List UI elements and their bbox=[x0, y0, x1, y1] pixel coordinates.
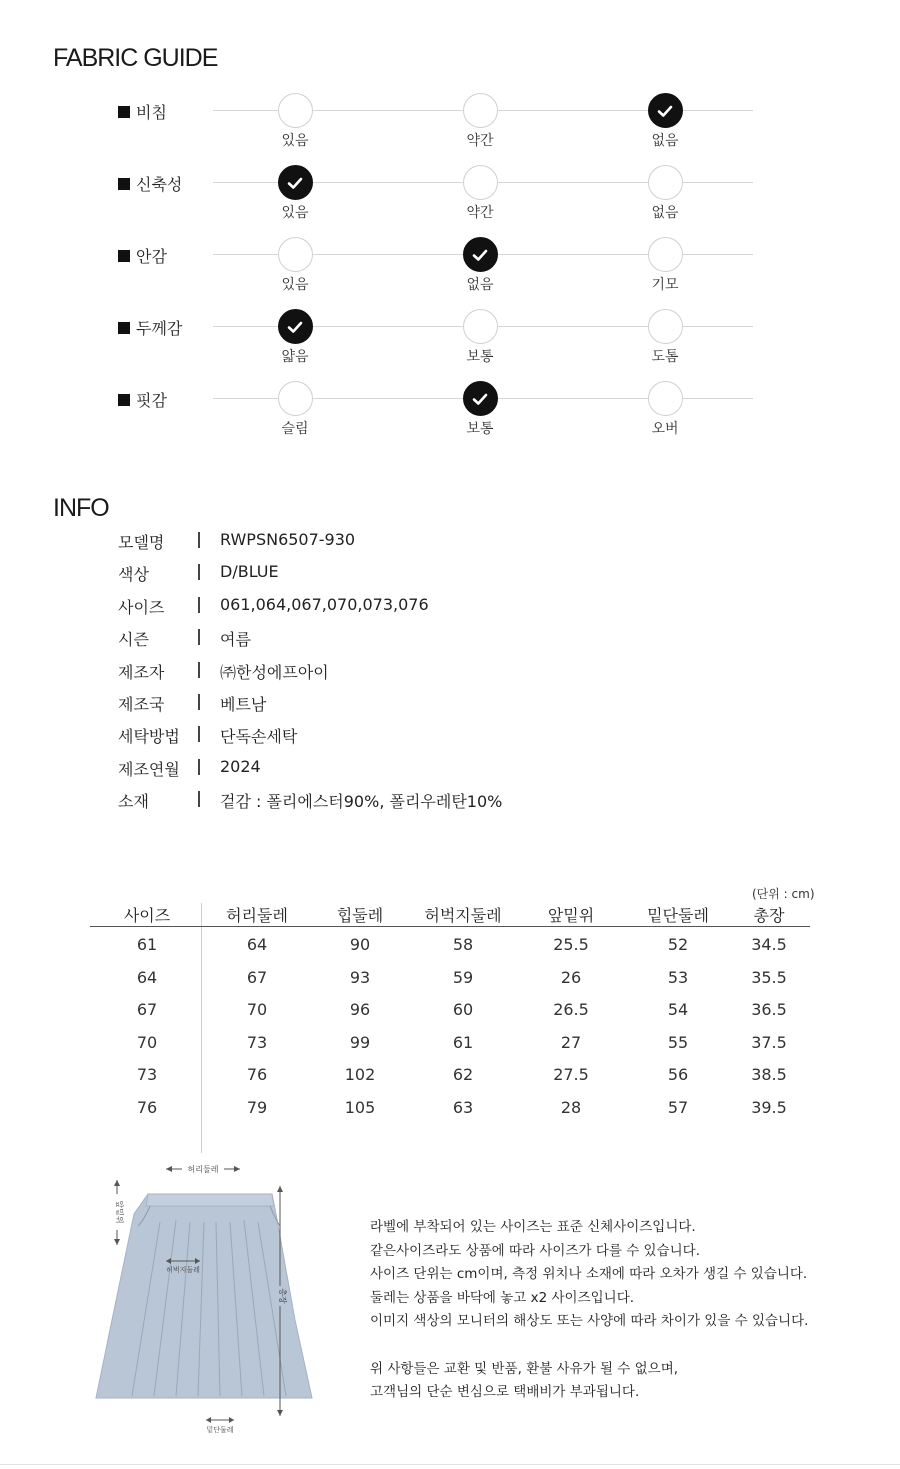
fabric-option bbox=[635, 93, 695, 150]
fabric-option bbox=[265, 237, 325, 294]
skirt-diagram bbox=[90, 1160, 330, 1440]
fabric-row-label-text: 안감 bbox=[136, 247, 167, 266]
table-row bbox=[90, 927, 810, 960]
info-key: 시즌 bbox=[118, 630, 149, 650]
fabric-option bbox=[265, 93, 325, 150]
table-row bbox=[90, 1090, 810, 1123]
table-row bbox=[90, 1057, 810, 1090]
table-cell: 34.5 bbox=[751, 935, 787, 954]
fabric-option bbox=[635, 381, 695, 438]
unit-label: (단위 : cm) bbox=[752, 887, 815, 901]
square-bullet-icon bbox=[118, 178, 130, 190]
info-key: 소재 bbox=[118, 792, 149, 812]
fabric-option-label: 약간 bbox=[466, 205, 494, 221]
table-cell: 28 bbox=[560, 1097, 582, 1117]
fabric-row bbox=[0, 93, 900, 153]
fabric-option-label: 보통 bbox=[466, 421, 494, 437]
length-label: 총장 bbox=[278, 1288, 287, 1304]
fabric-option-label: 없음 bbox=[651, 133, 679, 149]
fabric-option bbox=[635, 309, 695, 366]
fabric-option-label: 있음 bbox=[281, 205, 309, 221]
square-bullet-icon bbox=[118, 250, 130, 262]
square-bullet-icon bbox=[118, 394, 130, 406]
table-body bbox=[90, 927, 810, 1122]
table-cell: 73 bbox=[246, 1032, 268, 1052]
empty-circle-icon bbox=[278, 381, 313, 416]
info-separator bbox=[198, 629, 200, 645]
note-line: 이미지 색상의 모니터의 해상도 또는 사양에 따라 차이가 있을 수 있습니다. bbox=[370, 1313, 809, 1329]
note-line: 같은사이즈라도 상품에 따라 사이즈가 다를 수 있습니다. bbox=[370, 1242, 700, 1259]
fabric-row-label bbox=[118, 100, 167, 123]
table-cell: 67 bbox=[246, 967, 268, 987]
info-separator bbox=[198, 726, 200, 742]
table-cell: 64 bbox=[136, 967, 158, 987]
empty-circle-icon bbox=[278, 237, 313, 272]
info-separator bbox=[198, 759, 200, 775]
fabric-option bbox=[450, 165, 510, 222]
table-cell: 57 bbox=[667, 1097, 689, 1117]
table-cell: 36.5 bbox=[751, 1000, 787, 1019]
table-cell: 38.5 bbox=[751, 1065, 787, 1084]
empty-circle-icon bbox=[278, 93, 313, 128]
fabric-option-label: 슬림 bbox=[281, 421, 309, 437]
table-cell: 99 bbox=[349, 1032, 371, 1052]
fabric-option bbox=[265, 165, 325, 222]
info-value: 061,064,067,070,073,076 bbox=[220, 594, 429, 614]
table-cell: 27 bbox=[560, 1032, 582, 1052]
fabric-option-label: 도톰 bbox=[651, 349, 679, 365]
fabric-option bbox=[450, 93, 510, 150]
rise-label: 앞밑위 bbox=[115, 1200, 124, 1224]
info-separator bbox=[198, 791, 200, 807]
thigh-label: 허벅지둘레 bbox=[166, 1266, 200, 1274]
fabric-option-label: 없음 bbox=[651, 205, 679, 221]
table-cell: 93 bbox=[349, 967, 371, 987]
fabric-row-label-text: 핏감 bbox=[136, 391, 167, 410]
empty-circle-icon bbox=[648, 165, 683, 200]
table-cell: 53 bbox=[667, 967, 689, 987]
info-value: 여름 bbox=[220, 630, 251, 650]
table-header-cell: 앞밑위 bbox=[547, 906, 595, 925]
empty-circle-icon bbox=[648, 381, 683, 416]
info-separator bbox=[198, 694, 200, 710]
info-value: ㈜한성에프아이 bbox=[220, 662, 329, 682]
fabric-option bbox=[265, 309, 325, 366]
square-bullet-icon bbox=[118, 106, 130, 118]
info-value: 2024 bbox=[220, 756, 261, 776]
info-value: 베트남 bbox=[220, 695, 267, 714]
table-cell: 58 bbox=[452, 935, 474, 954]
table-row bbox=[90, 992, 810, 1025]
table-cell: 67 bbox=[136, 1000, 158, 1019]
table-cell: 61 bbox=[452, 1032, 474, 1052]
table-cell: 59 bbox=[452, 967, 474, 987]
table-cell: 105 bbox=[344, 1097, 376, 1117]
note-line: 고객님의 단순 변심으로 택배비가 부과됩니다. bbox=[370, 1384, 640, 1400]
table-cell: 60 bbox=[452, 1000, 474, 1019]
waist-label: 허리둘레 bbox=[187, 1165, 219, 1174]
table-cell: 73 bbox=[136, 1065, 158, 1084]
size-table bbox=[90, 903, 810, 1122]
table-cell: 27.5 bbox=[553, 1065, 589, 1084]
fabric-row-label-text: 신축성 bbox=[136, 175, 183, 194]
fabric-option bbox=[635, 237, 695, 294]
table-header-cell: 사이즈 bbox=[123, 906, 171, 925]
info-value: D/BLUE bbox=[220, 562, 279, 582]
fabric-row bbox=[0, 381, 900, 441]
table-cell: 35.5 bbox=[751, 967, 787, 987]
info-separator bbox=[198, 662, 200, 678]
square-bullet-icon bbox=[118, 322, 130, 334]
fabric-option-label: 오버 bbox=[651, 421, 679, 437]
hem-label: 밑단둘레 bbox=[206, 1426, 234, 1434]
fabric-row bbox=[0, 165, 900, 225]
table-cell: 79 bbox=[246, 1097, 268, 1117]
empty-circle-icon bbox=[463, 93, 498, 128]
fabric-row-label-text: 두께감 bbox=[136, 319, 183, 338]
table-cell: 70 bbox=[136, 1032, 158, 1052]
table-cell: 55 bbox=[667, 1032, 689, 1052]
table-cell: 64 bbox=[246, 935, 268, 954]
table-cell: 37.5 bbox=[751, 1032, 787, 1052]
table-cell: 26 bbox=[560, 967, 582, 987]
table-cell: 62 bbox=[452, 1065, 474, 1084]
table-row bbox=[90, 960, 810, 993]
fabric-option-label: 기모 bbox=[651, 277, 679, 293]
check-circle-icon bbox=[278, 309, 313, 344]
info-separator bbox=[198, 564, 200, 580]
check-circle-icon bbox=[463, 381, 498, 416]
bottom-divider bbox=[0, 1464, 900, 1465]
fabric-option bbox=[265, 381, 325, 438]
fabric-row-label bbox=[118, 172, 182, 195]
table-header bbox=[90, 903, 810, 927]
empty-circle-icon bbox=[648, 309, 683, 344]
fabric-row-label bbox=[118, 388, 167, 411]
table-header-cell: 총장 bbox=[753, 906, 785, 925]
info-key: 제조국 bbox=[118, 695, 165, 714]
fabric-row bbox=[0, 237, 900, 297]
table-cell: 70 bbox=[246, 1000, 268, 1019]
info-key: 제조연월 bbox=[118, 759, 180, 779]
table-cell: 96 bbox=[349, 1000, 371, 1019]
note-line: 라벨에 부착되어 있는 사이즈는 표준 신체사이즈입니다. bbox=[370, 1219, 696, 1235]
fabric-option bbox=[450, 309, 510, 366]
size-notes bbox=[370, 1216, 808, 1405]
fabric-option-label: 없음 bbox=[466, 277, 494, 293]
table-cell: 102 bbox=[344, 1065, 376, 1084]
check-circle-icon bbox=[278, 165, 313, 200]
info-key: 색상 bbox=[118, 565, 149, 585]
table-cell: 25.5 bbox=[553, 935, 589, 954]
table-cell: 76 bbox=[136, 1097, 158, 1117]
fabric-option-label: 보통 bbox=[466, 349, 494, 365]
table-header-cell: 허리둘레 bbox=[226, 906, 288, 925]
info-key: 사이즈 bbox=[118, 597, 165, 617]
table-cell: 63 bbox=[452, 1097, 474, 1117]
fabric-option-label: 얇음 bbox=[281, 349, 309, 365]
info-key: 모델명 bbox=[118, 533, 165, 552]
note-line: 사이즈 단위는 cm이며, 측정 위치나 소재에 따라 오차가 생길 수 있습니다. bbox=[370, 1266, 808, 1282]
table-cell: 61 bbox=[136, 935, 158, 954]
table-row bbox=[90, 1025, 810, 1058]
fabric-row-label-text: 비침 bbox=[136, 103, 167, 122]
fabric-option-label: 있음 bbox=[281, 133, 309, 149]
check-circle-icon bbox=[463, 237, 498, 272]
fabric-row-label bbox=[118, 316, 182, 339]
info-value: 겉감 : 폴리에스터90%, 폴리우레탄10% bbox=[220, 792, 503, 812]
info-key: 제조자 bbox=[118, 662, 165, 682]
fabric-row bbox=[0, 309, 900, 369]
skirt-illustration bbox=[90, 1160, 330, 1440]
fabric-option bbox=[635, 165, 695, 222]
fabric-option-label: 있음 bbox=[281, 277, 309, 293]
info-value: 단독손세탁 bbox=[220, 727, 298, 747]
info-title: INFO bbox=[53, 494, 109, 522]
table-cell: 54 bbox=[667, 1000, 689, 1019]
info-separator bbox=[198, 597, 200, 613]
empty-circle-icon bbox=[463, 309, 498, 344]
fabric-guide-title: FABRIC GUIDE bbox=[53, 44, 218, 72]
table-header-cell: 밑단둘레 bbox=[647, 906, 709, 925]
empty-circle-icon bbox=[463, 165, 498, 200]
table-cell: 39.5 bbox=[751, 1097, 787, 1117]
info-value: RWPSN6507-930 bbox=[220, 530, 356, 549]
table-cell: 52 bbox=[667, 935, 689, 954]
check-circle-icon bbox=[648, 93, 683, 128]
table-header-cell: 힙둘레 bbox=[336, 906, 384, 925]
note-line: 둘레는 상품을 바닥에 놓고 x2 사이즈입니다. bbox=[370, 1289, 635, 1306]
info-key: 세탁방법 bbox=[118, 727, 180, 747]
fabric-option-label: 약간 bbox=[466, 133, 494, 149]
table-cell: 90 bbox=[349, 935, 371, 954]
fabric-option bbox=[450, 237, 510, 294]
table-header-cell: 허벅지둘레 bbox=[424, 906, 502, 925]
fabric-row-label bbox=[118, 244, 167, 267]
table-cell: 56 bbox=[667, 1065, 689, 1084]
info-separator bbox=[198, 532, 200, 548]
table-cell: 76 bbox=[246, 1065, 268, 1084]
empty-circle-icon bbox=[648, 237, 683, 272]
fabric-option bbox=[450, 381, 510, 438]
note-line: 위 사항들은 교환 및 반품, 환불 사유가 될 수 없으며, bbox=[370, 1360, 679, 1377]
table-cell: 26.5 bbox=[553, 1000, 589, 1019]
